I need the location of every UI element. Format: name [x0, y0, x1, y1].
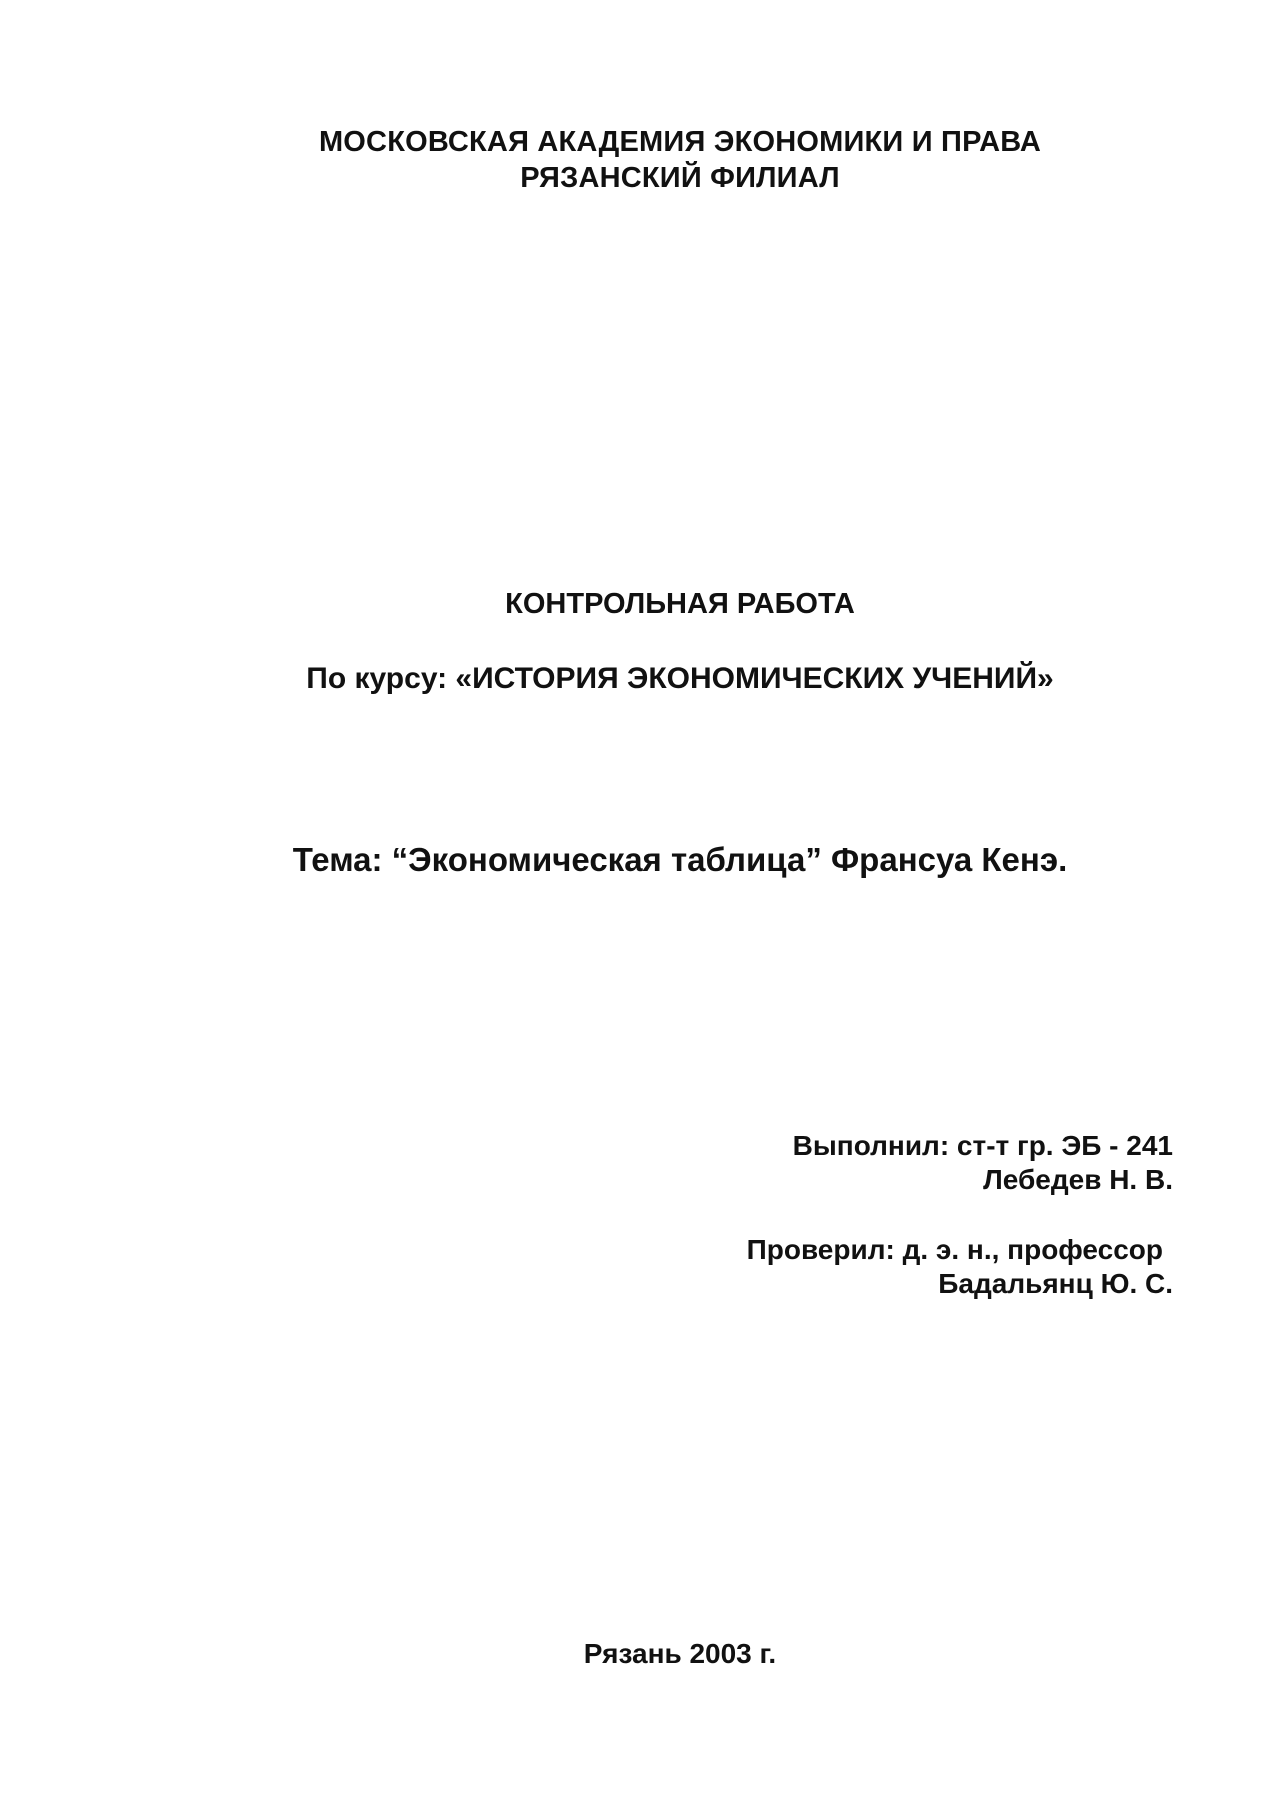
performer-name: Лебедев Н. В. — [983, 1164, 1173, 1195]
city-year: Рязань 2003 г. — [583, 1638, 777, 1669]
performed-by-label: Выполнил: ст-т гр. ЭБ - 241 — [792, 1130, 1173, 1161]
course-name: По курсу: «ИСТОРИЯ ЭКОНОМИЧЕСКИХ УЧЕНИЙ» — [306, 662, 1054, 695]
institution-name: МОСКОВСКАЯ АКАДЕМИЯ ЭКОНОМИКИ И ПРАВА — [318, 126, 1042, 158]
work-type-title: КОНТРОЛЬНАЯ РАБОТА — [505, 588, 855, 620]
checked-by-label: Проверил: д. э. н., профессор — [746, 1234, 1163, 1265]
branch-name: РЯЗАНСКИЙ ФИЛИАЛ — [520, 162, 840, 194]
work-topic: Тема: “Экономическая таблица” Франсуа Кенэ. — [292, 841, 1068, 878]
checker-name: Бадальянц Ю. С. — [938, 1268, 1173, 1299]
